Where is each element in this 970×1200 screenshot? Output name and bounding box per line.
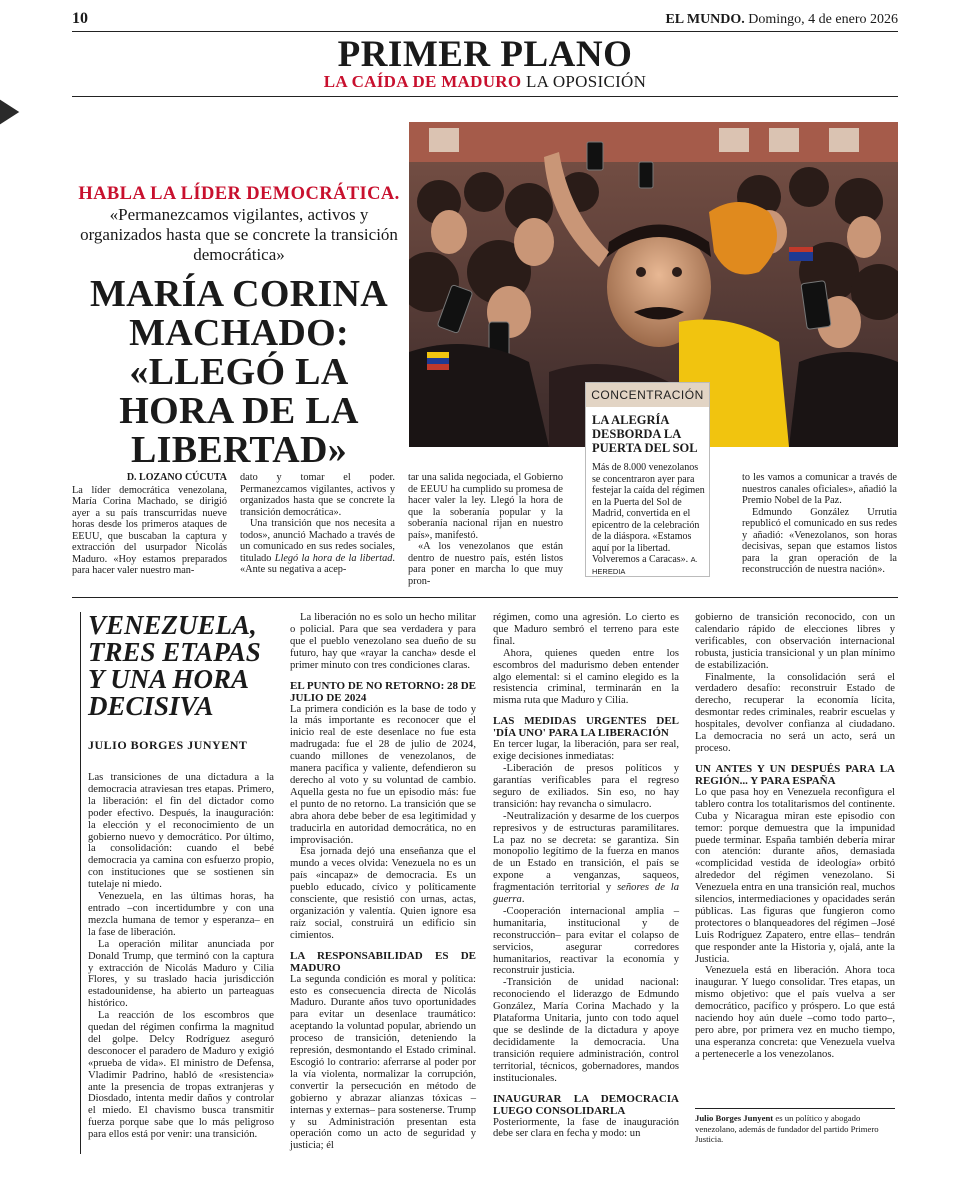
story-kicker: HABLA LA LÍDER DEMOCRÁTICA.: [78, 184, 400, 204]
op-col4-subhead-1: UN ANTES Y UN DESPUÉS PARA LA REGIÓN... Y PARA ESPAÑA: [695, 762, 895, 787]
op-col2-sub2-text: La segunda condición es moral y política: esto es consecuencia directa de Nicolás Maduro. Durante años tuvo oportunidades para evitar un desenlace traumático: aceptando la voluntad popular, abriendo un proceso de transición, deteniendo la represión, desmontando el Estado criminal. Escogió lo contrario: aferrarse al poder por la vía violenta, normalizar la corrupción, convertir la persecución en método de gobierno y abrazar alianzas tóxicas –internas y externas– para sostenerse. Trump y su Administración presentan esta operación como un acto de seguridad y justicia; él: [290, 973, 476, 1152]
op-col3-bullet-1: -Liberación de presos políticos y garantías verificables para el regreso seguro de exiliados. Sin eso, no hay transición: hay revancha o simulacro.: [493, 763, 679, 810]
story-col3-text-a: tar una salida negociada, el Gobierno de EEUU ha cumplido su promesa de hacer valer la ley. Llegó la hora de que la soberanía popular y la soberanía nacional rijan en nuestro país», manifestó.: [408, 472, 563, 541]
op-col3-bullet-4: -Transición de unidad nacional: reconociendo el liderazgo de Edmundo González, María Corina Machado y la Plataforma Unitaria, junto con todo aquel que se deslinde de la dictadura y apoye decididamente la democracia. Una transición requiere administración, control territorial, técnicos, gobernadores, mandos institucionales.: [493, 977, 679, 1084]
opinion-author: JULIO BORGES JUNYENT: [88, 738, 248, 752]
story-col3-text-b: «A los venezolanos que están dentro de nuestro país, estén listos para poner en marcha lo que muy pron-: [408, 541, 563, 587]
story-headline: MARÍA CORINA MACHADO: «LLEGÓ LA HORA DE LA LIBERTAD»: [89, 273, 389, 471]
op-col4-sub1-text: Lo que pasa hoy en Venezuela reconfigura el tablero contra los totalitarismos del continente. Cuba y Nicaragua miran este episodio con temor: porque demuestra que la impunidad puede terminar. España también debería mirar con atención: durante años, demasiada «complicidad vestida de ideología» orbitó alrededor del régimen venezolano. Si Venezuela entra en una transición real, muchos silencios, intermediaciones y opacidades serán públicas. Las figuras que fungieron como protectores o blanqueadores del régimen –José Luis Rodríguez Zapatero, entre ellas– tendrán que responder ante la Historia y, ojalá, ante la Justicia.: [695, 786, 895, 965]
story-column-4: [742, 472, 897, 576]
opinion-rule: [80, 612, 81, 1154]
op-col4-p2: Venezuela está en liberación. Ahora toca inaugurar. Y luego consolidar. Tres etapas, un mismo objetivo: que el país vuelva a ser democrático, pacífico y próspero. Lo que está naciendo hoy aún duele –como todo parto–, pero abre, por primera vez en mucho tiempo, una esperanza concreta: que Venezuela vuelva a pertenecerle a los venezolanos.: [695, 965, 895, 1060]
caption-tag: CONCENTRACIÓN: [586, 383, 709, 407]
op-col2-subhead-1: EL PUNTO DE NO RETORNO: 28 DE JULIO DE 2024: [290, 679, 477, 704]
topic-label: LA CAÍDA DE MADURO: [323, 72, 522, 91]
publication-date: Domingo, 4 de enero 2026: [748, 12, 898, 27]
byline-location: CÚCUTA: [184, 472, 227, 483]
op-col3-subhead-2: INAUGURAR LA DEMOCRACIA LUEGO CONSOLIDARLA: [493, 1092, 679, 1117]
story-col2-text-b: Una transición que nos necesita a todos», anunció Machado a través de un comunicado en sus redes sociales, titulado Llegó la hora de la libertad. «Ante su negativa a acep-: [240, 518, 395, 575]
bio-rule: [695, 1108, 895, 1109]
op-col1-p3: La operación militar anunciada por Donald Trump, que terminó con la captura y extracción de Nicolás Maduro y Cilia Flores, y su traslado hacia jurisdicción estadounidense, ha abierto un parteaguas histórico.: [88, 938, 274, 1010]
story-standfirst: «Permanezcamos vigilantes, activos y organizados hasta que se concrete la transición democrática»: [80, 205, 398, 264]
op-col2-subhead-2: LA RESPONSABILIDAD ES DE MADURO: [290, 949, 476, 974]
op-col2-intro: La liberación no es solo un hecho militar o policial. Para que sea verdadera y para que el pueblo venezolano sea dueño de su futuro, hay que «rayar la cancha» desde el primer minuto con tres condiciones claras.: [290, 612, 476, 671]
section-title: PRIMER PLANO: [337, 34, 633, 75]
op-col3-bullet-2: -Neutralización y desarme de los cuerpos represivos y de estructuras paramilitares. La paz no se decreta: se garantiza. Sin monopolio legítimo de la fuerza en manos de un Estado en transición, el país se expone a venganzas, saqueos, fragmentación territorial y señores de la guerra.: [493, 810, 679, 906]
op-col2-sub1-text: La primera condición es la base de todo y la más importante es reconocer que el inicio real de este desenlace no fue esta madrugada: fue el 28 de julio de 2024, cuando millones de venezolanos, de manera pacífica y valiente, defendieron su derecho al voto y su voluntad de cambio. Aquella gesta no fue un episodio más: fue el punto de no retorno. La transición que se abra ahora debe beber de esa legitimidad y traducirla en autoridad democrática, no en improvisación.: [290, 703, 476, 846]
newspaper-name: EL MUNDO.: [665, 12, 745, 27]
opinion-column-3: [493, 612, 679, 1140]
opinion-column-2: [290, 612, 476, 1152]
opinion-column-4: [695, 612, 895, 1061]
story-column-1: [72, 472, 227, 577]
op-col3-intro: régimen, como una agresión. Lo cierto es que Maduro sembró el terreno para este final.: [493, 612, 679, 647]
op-col3-subhead-1: LAS MEDIDAS URGENTES DEL 'DÍA UNO' PARA LA LIBERACIÓN: [493, 715, 679, 740]
byline-name: D. LOZANO: [126, 472, 183, 483]
op-col4-p1: Finalmente, la consolidación será el verdadero desafío: reconstruir Estado de derecho, recuperar la economía lícita, desmontar redes criminales, reabrir escuelas y hospitales, devolver confianza al ciudadano. La democracia no será un acto, será un proceso.: [695, 671, 895, 754]
op-col1-p4: La reacción de los escombros que quedan del régimen confirma la magnitud del golpe. Delcy Rodríguez aseguró desconocer el paradero de Maduro y exigió «prueba de vida». El ministro de Defensa, Vladimir Padrino, habló de «resistencia» ante la presencia de tropas extranjeras y Diosdado, intenta medir daños y controlar el miedo. El chavismo busca transmitir fuerza porque sabe que lo más peligroso para ellos está por venir: una transición.: [88, 1010, 274, 1141]
photo-credit: A. HEREDIA: [592, 555, 698, 576]
author-bio: Julio Borges Junyent es un político y abogado venezolano, además de fundador del partido Primero Justicia.: [695, 1113, 879, 1144]
op-col3-bullet-3: -Cooperación internacional amplia –humanitaria, institucional y de reconstrucción– para evitar el colapso de servicios, asegurar corredores humanitarios, reactivar la economía y reconstruir justicia.: [493, 905, 679, 977]
page-number: 10: [72, 10, 88, 27]
op-col3-sub1-text: En tercer lugar, la liberación, para ser real, exige decisiones inmediatas:: [493, 739, 679, 763]
photo-caption: [585, 382, 710, 577]
header-rule: [72, 96, 898, 97]
op-col1-p2: Venezuela, en las últimas horas, ha entrado –con incertidumbre y con una mezcla humana de temor y esperanza– en la fase de liberación.: [88, 891, 274, 938]
subtopic-label: LA OPOSICIÓN: [525, 72, 647, 91]
section-subtitle: [0, 72, 970, 92]
story-col1-text: La líder democrática venezolana, María Corina Machado, se dirigió ayer a su país transcurridas nueve horas desde los primeros ataques de EEUU, que buscaban la captura y extracción del usurpador Nicolás Maduro. «Hoy estamos preparados para hacer valer nuestro man-: [72, 484, 227, 576]
communique-title: Llegó la hora de la libertad: [274, 552, 393, 564]
nav-arrow-icon[interactable]: [0, 88, 30, 136]
story-col4-text-b: Edmundo González Urrutia republicó el comunicado en sus redes y añadió: «Venezolanos, son horas decisivas, sepan que estamos listos para la gran operación de la reconstrucción de nuestra nación».: [742, 506, 897, 575]
op-col3-sub2-text: Posteriormente, la fase de inauguración debe ser clara en fecha y modo: un: [493, 1116, 679, 1140]
story-column-2: [240, 472, 395, 576]
op-col3-p1: Ahora, quienes queden entre los escombros del madurismo deben entender algo elemental: si el camino elegido es la resistencia criminal, terminarán en la misma ruta que Maduro y Cilia.: [493, 647, 679, 707]
story-col4-text-a: to les vamos a comunicar a través de nuestros canales oficiales», añadió la Premio Nobel de la Paz.: [742, 472, 897, 506]
opinion-column-1: [88, 772, 274, 1141]
opinion-title: VENEZUELA, TRES ETAPAS Y UNA HORA DECISIVA: [88, 610, 261, 721]
dateline: [665, 12, 898, 28]
story-separator: [72, 597, 898, 598]
story-col2-text-a: dato y tomar el poder. Permanezcamos vigilantes, activos y organizados hasta que se concrete la transición democrática».: [240, 472, 395, 518]
op-col2-p2: Esa jornada dejó una enseñanza que el mundo a veces olvida: Venezuela no es un país «incapaz» de democracia. Es un pueblo educado, cívico y políticamente consciente, que resistió con urnas, actas, organización y valentía. Quien ignore esa raíz social, construirá un edificio sin cimientos.: [290, 846, 476, 941]
top-rule: [72, 31, 898, 32]
op-col1-p1: Las transiciones de una dictadura a la democracia atraviesan tres etapas. Primero, la liberación: el fin del dictador como poder efectivo. Después, la inauguración: la elección y el reconocimiento de un gobierno nuevo y democrático. Por último, la consolidación: cuando el bebé democracia ya camina con esfuerzo propio, con instituciones que se sostienen sin tutelaje ni miedo.: [88, 772, 274, 891]
caption-title: LA ALEGRÍA DESBORDA LA PUERTA DEL SOL: [592, 413, 698, 455]
story-column-3: [408, 472, 563, 587]
caption-text: Más de 8.000 venezolanos se concentraron ayer para festejar la caída del régimen en la Puerta del Sol de Madrid, convertida en el epicentro de la celebración de la diáspora. «Estamos aquí por la libertad. Volveremos a Caracas». A. HEREDIA: [592, 462, 705, 576]
op-col4-intro: gobierno de transición reconocido, con un calendario rápido de elecciones libres y verificables, con observación internacional robusta, justicia transicional y un plan mínimo de estabilización.: [695, 612, 895, 671]
